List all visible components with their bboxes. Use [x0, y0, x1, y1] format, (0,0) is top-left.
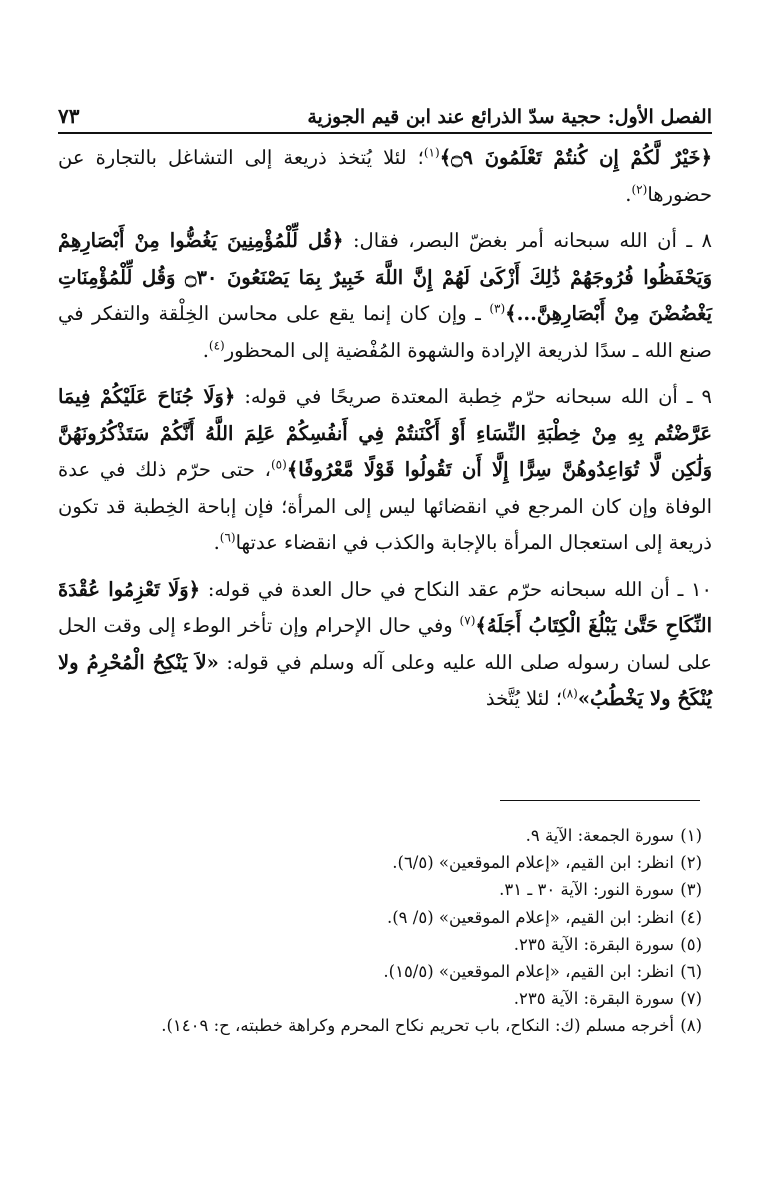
paragraph-2: [58, 223, 712, 369]
paragraph-intro: ٩ ـ أن الله سبحانه حرّم خِطبة المعتدة صريحًا في قوله:: [244, 385, 712, 408]
footnote-ref[interactable]: (٦): [219, 530, 236, 545]
footnote-number: (٦): [680, 962, 702, 982]
footnote-item: [58, 849, 712, 876]
footnote-item: [58, 958, 712, 985]
paragraph-4: [58, 572, 712, 718]
footnote-ref[interactable]: (٥): [270, 457, 287, 472]
footnote-item: [58, 1012, 712, 1039]
paragraph-1: [58, 140, 712, 213]
footnote-text: انظر: ابن القيم، «إعلام الموقعين» (٦/٥).: [392, 853, 674, 873]
footnote-item: [58, 876, 712, 903]
paragraph-end: .: [202, 338, 209, 362]
footnote-ref[interactable]: (٧): [459, 613, 476, 628]
hadith-quote: «لاَ يَنْكِحُ الْمُحْرِمُ ولا يُنْكَحُ ولا يَخْطُبُ»: [58, 650, 712, 710]
footnote-number: (٢): [680, 853, 702, 873]
footnote-text: أخرجه مسلم (ك: النكاح، باب تحريم نكاح المحرم وكراهة خطبته، ح: ١٤٠٩).: [161, 1016, 674, 1036]
paragraph-end: .: [625, 182, 632, 206]
quran-verse: ﴿قُل لِّلْمُؤْمِنِينَ يَغُضُّوا مِنْ أَبْصَارِهِمْ وَيَحْفَظُوا فُرُوجَهُمْ ذَٰلِكَ أَزْكَىٰ لَهُمْ إِنَّ اللَّهَ خَبِيرٌ بِمَا يَصْنَعُونَ ۝٣٠ وَقُل لِّلْمُؤْمِنَاتِ يَغْضُضْنَ مِنْ أَبْصَارِهِنَّ...﴾: [58, 229, 713, 325]
footnote-number: (٣): [680, 880, 702, 900]
paragraph-end: ؛ لئلا يُتَّخذ: [485, 687, 563, 710]
footnote-ref[interactable]: (٨): [562, 686, 578, 701]
page-number: ٧٣: [58, 104, 80, 128]
quran-verse: ﴿وَلَا تَعْزِمُوا عُقْدَةَ النِّكَاحِ حَتَّىٰ يَبْلُغَ الْكِتَابُ أَجَلَهُ﴾: [58, 577, 712, 637]
footnote-item: [58, 931, 712, 958]
footnote-number: (٧): [680, 989, 702, 1009]
paragraph-text: ؛ لئلا يُتخذ ذريعة إلى التشاغل بالتجارة عن حضورها: [58, 146, 712, 206]
paragraph-intro: ١٠ ـ أن الله سبحانه حرّم عقد النكاح في حال العدة في قوله:: [207, 577, 712, 601]
footnote-number: (٥): [680, 934, 702, 954]
footnotes-list: [58, 822, 712, 1040]
footnote-text: سورة البقرة: الآية ٢٣٥.: [513, 934, 674, 954]
footnote-ref[interactable]: (٣): [489, 301, 506, 316]
footnote-text: سورة البقرة: الآية ٢٣٥.: [513, 989, 674, 1009]
footnote-text: انظر: ابن القيم، «إعلام الموقعين» (١٥/٥).: [383, 962, 674, 982]
quran-verse: ﴿خَيْرٌ لَّكُمْ إِن كُنتُمْ تَعْلَمُونَ ۝٩﴾: [439, 146, 712, 169]
paragraph-intro: ٨ ـ أن الله سبحانه أمر بغضّ البصر، فقال:: [352, 229, 713, 252]
page-header: [58, 92, 712, 134]
footnote-text: سورة الجمعة: الآية ٩.: [525, 826, 674, 845]
footnote-ref[interactable]: (٤): [208, 338, 225, 352]
footnote-number: (١): [680, 826, 702, 845]
paragraph-end: .: [213, 531, 220, 554]
footnote-ref[interactable]: (١): [423, 145, 440, 160]
footnote-text: انظر: ابن القيم، «إعلام الموقعين» (٥/ ٩).: [386, 907, 674, 927]
footnote-number: (٨): [680, 1016, 702, 1036]
footnote-item: [58, 985, 712, 1012]
footnote-text: سورة النور: الآية ٣٠ ـ ٣١.: [499, 880, 674, 900]
paragraph-text: ـ وإن كان إنما يقع على محاسن الخِلْقة والتفكر في صنع الله ـ سدًا لذريعة الإرادة والشهوة المُفْضية إلى المحظور: [58, 302, 712, 362]
footnote-number: (٤): [680, 907, 702, 927]
quran-verse: ﴿وَلَا جُنَاحَ عَلَيْكُمْ فِيمَا عَرَّضْتُم بِهِ مِنْ خِطْبَةِ النِّسَاءِ أَوْ أَكْنَنتُمْ فِي أَنفُسِكُمْ عَلِمَ اللَّهُ أَنَّكُمْ سَتَذْكُرُونَهُنَّ وَلَٰكِن لَّا تُوَاعِدُوهُنَّ سِرًّا إِلَّا أَن تَقُولُوا قَوْلًا مَّعْرُوفًا﴾: [58, 385, 712, 481]
paragraph-text: وفي حال الإحرام وإن تأخر الوطء إلى وقت الحل على لسان رسوله صلى الله عليه وعلى آله وسلم في قوله:: [58, 614, 713, 674]
running-title: الفصل الأول: حجية سدّ الذرائع عند ابن قيم الجوزية: [307, 106, 712, 128]
body-text: [58, 140, 712, 728]
paragraph-3: [58, 379, 712, 562]
footnote-divider: [500, 800, 700, 801]
footnote-ref[interactable]: (٢): [631, 182, 648, 196]
footnote-item: [58, 904, 712, 931]
paragraph-text: ، حتى حرّم ذلك في عدة الوفاة وإن كان المرجع في انقضائها ليس إلى المرأة؛ فإن إباحة الخِطبة قد تكون ذريعة إلى استعجال المرأة بالإجابة والكذب في انقضاء عدتها: [58, 458, 712, 554]
footnote-item: [58, 822, 712, 849]
